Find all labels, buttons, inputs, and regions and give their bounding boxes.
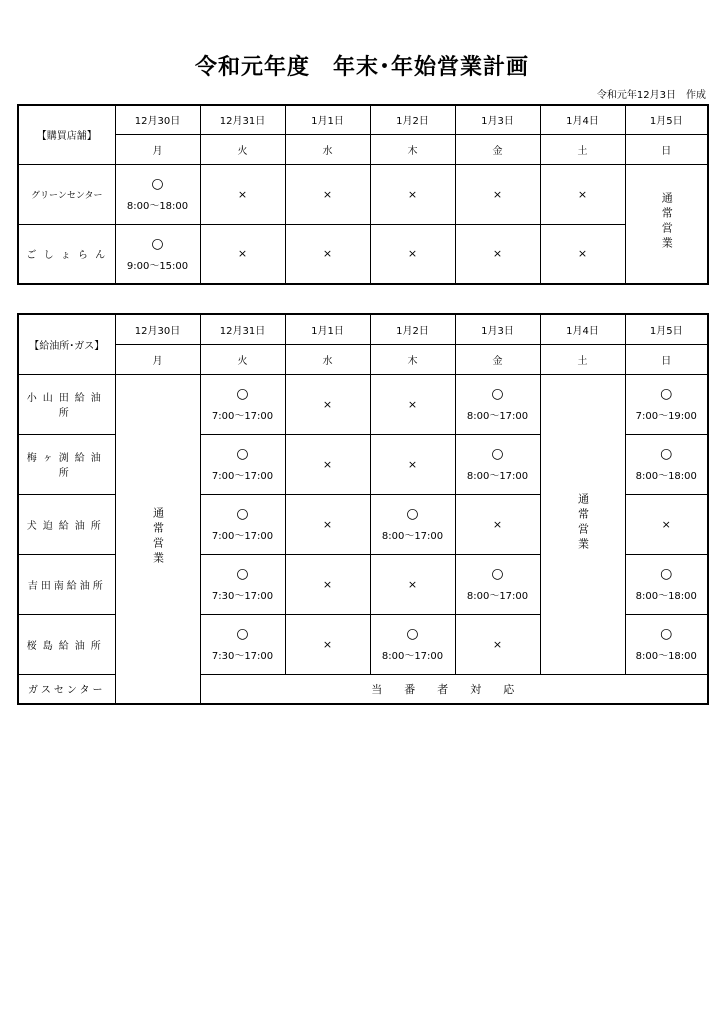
closed-mark: × — [540, 224, 625, 284]
station-name: 犬迫給油所 — [18, 494, 115, 554]
open-hours: 7:00～17:00 — [211, 531, 274, 542]
day-header: 火 — [200, 344, 285, 374]
open-hours: 8:00～17:00 — [381, 651, 444, 662]
open-mark: ○ — [236, 506, 249, 522]
closed-mark: × — [285, 164, 370, 224]
day-header: 火 — [200, 134, 285, 164]
gas-stations-table — [17, 313, 709, 705]
open-mark: ○ — [151, 176, 164, 192]
closed-mark: × — [200, 164, 285, 224]
created-date: 令和元年12月3日 作成 — [596, 90, 706, 101]
closed-mark: × — [370, 164, 455, 224]
open-cell — [370, 494, 455, 554]
normal-business-cell — [625, 164, 708, 284]
open-hours: 8:00～17:00 — [466, 411, 529, 422]
date-header: 12月31日 — [200, 105, 285, 134]
date-header: 12月31日 — [200, 314, 285, 344]
open-hours: 7:00～19:00 — [635, 411, 697, 422]
open-cell — [200, 374, 285, 434]
closed-mark: × — [370, 434, 455, 494]
open-mark: ○ — [660, 566, 673, 582]
open-hours: 8:00～18:00 — [126, 201, 189, 212]
closed-mark: × — [370, 374, 455, 434]
open-cell — [115, 164, 200, 224]
open-mark: ○ — [236, 566, 249, 582]
store-name: ご し ょ ら ん — [18, 224, 115, 284]
normal-business-cell-left — [115, 374, 200, 704]
day-header: 水 — [285, 344, 370, 374]
open-cell — [200, 434, 285, 494]
station-name: 吉田南給油所 — [18, 554, 115, 614]
station-name: 桜島給油所 — [18, 614, 115, 674]
stores-category-label: 【購買店舗】 — [18, 105, 115, 164]
date-header: 1月5日 — [625, 105, 708, 134]
open-mark: ○ — [491, 386, 504, 402]
open-hours: 8:00～18:00 — [635, 591, 697, 602]
open-hours: 8:00～18:00 — [635, 471, 697, 482]
station-name: 小山田給油所 — [18, 374, 115, 434]
day-header: 月 — [115, 344, 200, 374]
day-header: 日 — [625, 134, 708, 164]
open-mark: ○ — [660, 446, 673, 462]
normal-business-label: 通常営業 — [660, 192, 674, 253]
open-hours: 8:00～17:00 — [466, 471, 529, 482]
date-header: 1月2日 — [370, 105, 455, 134]
open-cell — [625, 434, 708, 494]
open-cell — [625, 554, 708, 614]
closed-mark: × — [285, 614, 370, 674]
open-hours: 8:00～18:00 — [635, 651, 697, 662]
open-mark: ○ — [236, 386, 249, 402]
day-header: 土 — [540, 134, 625, 164]
closed-mark: × — [540, 164, 625, 224]
closed-mark: × — [285, 554, 370, 614]
open-cell — [115, 224, 200, 284]
open-hours: 9:00～15:00 — [126, 260, 189, 272]
normal-business-cell-right — [540, 374, 625, 674]
station-name: 梅ヶ渕給油所 — [18, 434, 115, 494]
closed-mark: × — [285, 494, 370, 554]
open-cell — [455, 434, 540, 494]
closed-mark: × — [370, 224, 455, 284]
day-header: 金 — [455, 344, 540, 374]
day-header: 木 — [370, 344, 455, 374]
open-hours: 7:00～17:00 — [211, 471, 274, 482]
open-cell — [455, 374, 540, 434]
stores-table — [17, 104, 709, 285]
date-header: 1月2日 — [370, 314, 455, 344]
open-mark: ○ — [406, 626, 419, 642]
date-header: 1月1日 — [285, 105, 370, 134]
open-cell — [625, 614, 708, 674]
open-hours: 8:00～17:00 — [466, 591, 529, 602]
closed-mark: × — [455, 164, 540, 224]
closed-mark: × — [625, 494, 708, 554]
day-header: 水 — [285, 134, 370, 164]
day-header: 月 — [115, 134, 200, 164]
date-header: 12月30日 — [115, 105, 200, 134]
day-header: 金 — [455, 134, 540, 164]
on-duty-note: 当番者対応 — [200, 674, 708, 704]
date-header: 1月4日 — [540, 314, 625, 344]
open-cell — [200, 554, 285, 614]
page-title: 令和元年度 年末･年始営業計画 — [194, 55, 529, 80]
date-header: 12月30日 — [115, 314, 200, 344]
date-header: 1月3日 — [455, 314, 540, 344]
open-cell — [200, 494, 285, 554]
open-hours: 8:00～17:00 — [381, 531, 444, 542]
date-header: 1月4日 — [540, 105, 625, 134]
open-mark: ○ — [491, 566, 504, 582]
normal-business-label: 通常営業 — [576, 492, 590, 553]
open-mark: ○ — [660, 626, 673, 642]
open-mark: ○ — [151, 235, 164, 252]
open-cell — [370, 614, 455, 674]
date-header: 1月3日 — [455, 105, 540, 134]
open-cell — [455, 554, 540, 614]
open-hours: 7:00～17:00 — [211, 411, 274, 422]
open-mark: ○ — [660, 386, 673, 402]
day-header: 日 — [625, 344, 708, 374]
date-header: 1月1日 — [285, 314, 370, 344]
open-mark: ○ — [491, 446, 504, 462]
closed-mark: × — [200, 224, 285, 284]
open-mark: ○ — [236, 626, 249, 642]
open-cell — [625, 374, 708, 434]
closed-mark: × — [455, 614, 540, 674]
day-header: 土 — [540, 344, 625, 374]
store-name: グリーンセンター — [18, 164, 115, 224]
open-mark: ○ — [236, 446, 249, 462]
open-mark: ○ — [406, 506, 419, 522]
closed-mark: × — [370, 554, 455, 614]
closed-mark: × — [455, 494, 540, 554]
closed-mark: × — [285, 224, 370, 284]
date-header: 1月5日 — [625, 314, 708, 344]
gas-category-label: 【給油所･ガス】 — [18, 314, 115, 374]
gas-center-name: ガスセンター — [18, 674, 115, 704]
day-header: 木 — [370, 134, 455, 164]
closed-mark: × — [285, 434, 370, 494]
closed-mark: × — [285, 374, 370, 434]
open-hours: 7:30～17:00 — [211, 651, 274, 662]
open-hours: 7:30～17:00 — [211, 591, 274, 602]
normal-business-label: 通常営業 — [151, 507, 165, 568]
closed-mark: × — [455, 224, 540, 284]
open-cell — [200, 614, 285, 674]
